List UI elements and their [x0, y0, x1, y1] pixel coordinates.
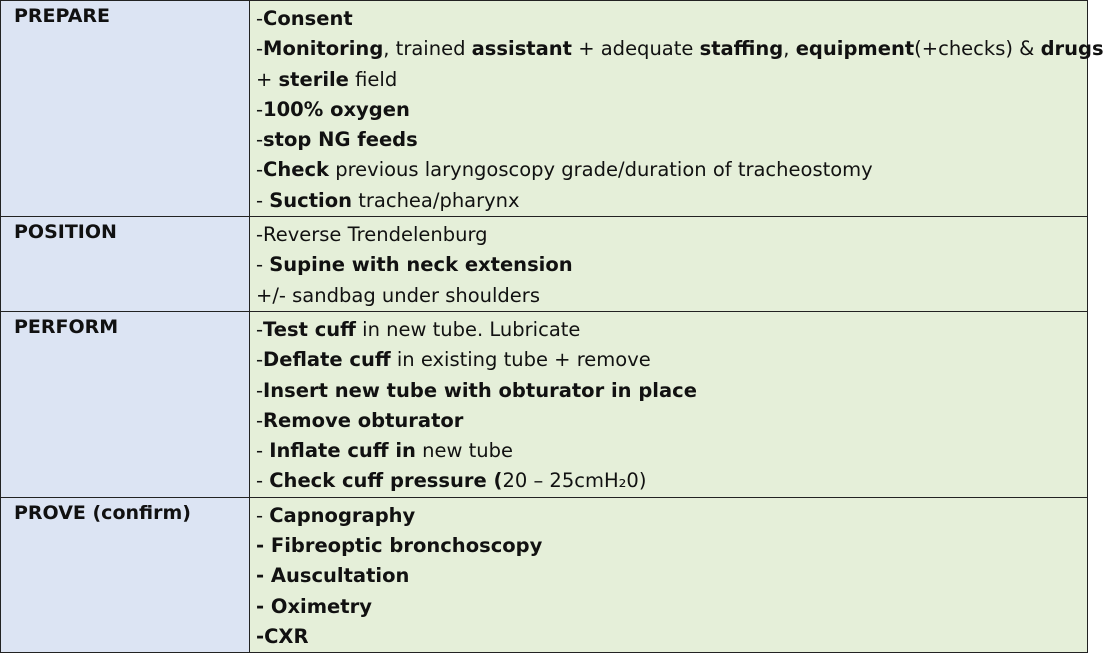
detail-line [256, 501, 1087, 531]
detail-line [256, 155, 1087, 185]
table-row [1, 217, 1088, 312]
text: , trained [383, 37, 472, 61]
bold-text: - Oximetry [256, 594, 372, 618]
detail-line [256, 281, 1087, 311]
bold-text: equipment [795, 37, 915, 61]
bold-text: -CXR [256, 624, 309, 648]
bold-text: Check cuff pressure ( [269, 469, 503, 493]
text: - [256, 97, 264, 121]
step-label: PROVE (confirm) [1, 497, 250, 652]
text: - [256, 408, 264, 432]
bold-text: Deflate cuff [263, 348, 391, 372]
step-label: PERFORM [1, 311, 250, 497]
text: 20 – 25cmH₂0) [502, 469, 647, 493]
text: in new tube. Lubricate [355, 317, 581, 341]
step-label: POSITION [1, 217, 250, 312]
text: - [256, 128, 264, 152]
step-details [250, 1, 1104, 217]
bold-text: Supine with neck extension [269, 253, 573, 277]
text: - [256, 158, 264, 182]
detail-line [256, 406, 1087, 436]
bold-text: stop NG feeds [263, 128, 418, 152]
bold-text: 100% oxygen [263, 97, 410, 121]
detail-line [256, 4, 1087, 34]
text: - [256, 37, 264, 61]
text: + adequate [572, 37, 700, 61]
text: - [256, 188, 270, 212]
step-details [250, 311, 1088, 497]
text: +/- sandbag under shoulders [256, 283, 540, 307]
detail-line [256, 34, 1104, 64]
text: - [256, 253, 270, 277]
bold-text: Suction [269, 188, 353, 212]
detail-line [256, 220, 1087, 250]
text: (+checks) & [914, 37, 1041, 61]
text: previous laryngoscopy grade/duration of tracheostomy [329, 158, 873, 182]
bold-text: Capnography [269, 503, 416, 527]
bold-text: drugs [1040, 37, 1104, 61]
bold-text: sterile [278, 67, 349, 91]
text: - [256, 503, 270, 527]
detail-line [256, 561, 1087, 591]
text: field [348, 67, 398, 91]
table-row [1, 497, 1088, 652]
bold-text: - Auscultation [256, 564, 410, 588]
bold-text: Monitoring [263, 37, 384, 61]
detail-line [256, 250, 1087, 280]
detail-line [256, 376, 1087, 406]
text: + [256, 67, 279, 91]
bold-text: Inflate cuff in [269, 439, 416, 463]
bold-text: Insert new tube with obturator in place [263, 378, 697, 402]
detail-line [256, 592, 1087, 622]
bold-text: staffing [699, 37, 784, 61]
detail-line [256, 125, 1087, 155]
text: , [783, 37, 796, 61]
bold-text: - Fibreoptic bronchoscopy [256, 534, 543, 558]
bold-text: Check [263, 158, 329, 182]
detail-line [256, 95, 1087, 125]
table-row [1, 311, 1088, 497]
text: trachea/pharynx [352, 188, 520, 212]
detail-line [256, 186, 1087, 216]
text: - [256, 317, 264, 341]
text: - [256, 469, 270, 493]
detail-line [256, 466, 1087, 496]
bold-text: Consent [263, 7, 353, 30]
bold-text: assistant [471, 37, 572, 61]
detail-line [256, 315, 1087, 345]
table-body [1, 1, 1104, 653]
step-label: PREPARE [1, 1, 250, 217]
detail-line [256, 622, 1087, 652]
text: in existing tube + remove [390, 348, 651, 372]
text: - [256, 7, 264, 30]
detail-line [256, 436, 1087, 466]
detail-line [256, 65, 1087, 95]
step-details [250, 497, 1088, 652]
text: - [256, 439, 270, 463]
text: -Reverse Trendelenburg [256, 223, 488, 247]
text: new tube [415, 439, 514, 463]
bold-text: Remove obturator [263, 408, 464, 432]
step-details [250, 217, 1088, 312]
detail-line [256, 531, 1087, 561]
detail-line [256, 345, 1087, 375]
bold-text: Test cuff [263, 317, 356, 341]
table-row [1, 1, 1088, 217]
text: - [256, 348, 264, 372]
text: - [256, 378, 264, 402]
